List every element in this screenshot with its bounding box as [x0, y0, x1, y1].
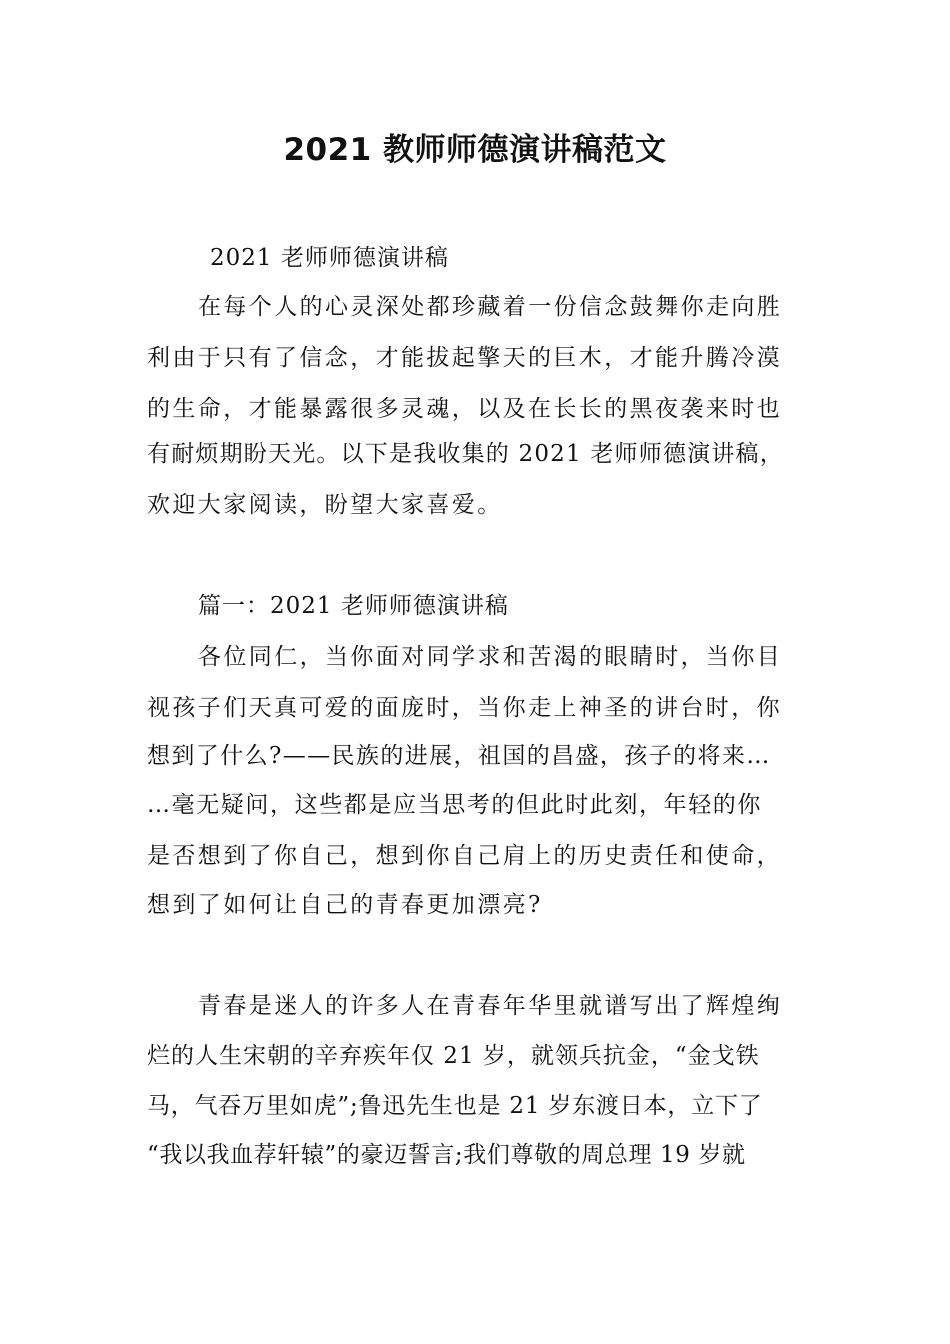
intro-line: 利由于只有了信念，才能拔起擎天的巨木，才能升腾冷漠 — [147, 345, 782, 371]
intro-line: 欢迎大家阅读，盼望大家喜爱。 — [147, 492, 503, 518]
paragraph-line: …毫无疑问，这些都是应当思考的但此时此刻，年轻的你 — [147, 792, 762, 818]
document-title: 2021 教师师德演讲稿范文 — [283, 132, 667, 168]
paragraph-line: 视孩子们天真可爱的面庞时，当你走上神圣的讲台时，你 — [147, 695, 782, 721]
document-subtitle: 2021 老师师德演讲稿 — [210, 245, 449, 271]
paragraph-line: 想到了如何让自己的青春更加漂亮? — [147, 892, 543, 918]
paragraph-line: 是否想到了你自己，想到你自己肩上的历史责任和使命， — [147, 843, 782, 869]
paragraph-line: “我以我血荐轩辕”的豪迈誓言;我们尊敬的周总理 19 岁就 — [147, 1142, 746, 1168]
paragraph-line: 马，气吞万里如虎”;鲁迅先生也是 21 岁东渡日本，立下了 — [147, 1093, 763, 1119]
paragraph-line: 烂的人生宋朝的辛弃疾年仅 21 岁，就领兵抗金，“金戈铁 — [147, 1043, 760, 1069]
paragraph-line: 想到了什么?——民族的进展，祖国的昌盛，孩子的将来… — [147, 743, 771, 769]
paragraph-line: 青春是迷人的许多人在青春年华里就谱写出了辉煌绚 — [198, 993, 783, 1019]
intro-line: 的生命，才能暴露很多灵魂，以及在长长的黑夜袭来时也 — [147, 396, 782, 422]
intro-line: 在每个人的心灵深处都珍藏着一份信念鼓舞你走向胜 — [198, 294, 783, 320]
intro-line: 有耐烦期盼天光。以下是我收集的 2021 老师师德演讲稿， — [147, 441, 784, 467]
section-heading: 篇一：2021 老师师德演讲稿 — [198, 593, 509, 619]
paragraph-line: 各位同仁，当你面对同学求和苦渴的眼睛时，当你目 — [198, 644, 783, 670]
